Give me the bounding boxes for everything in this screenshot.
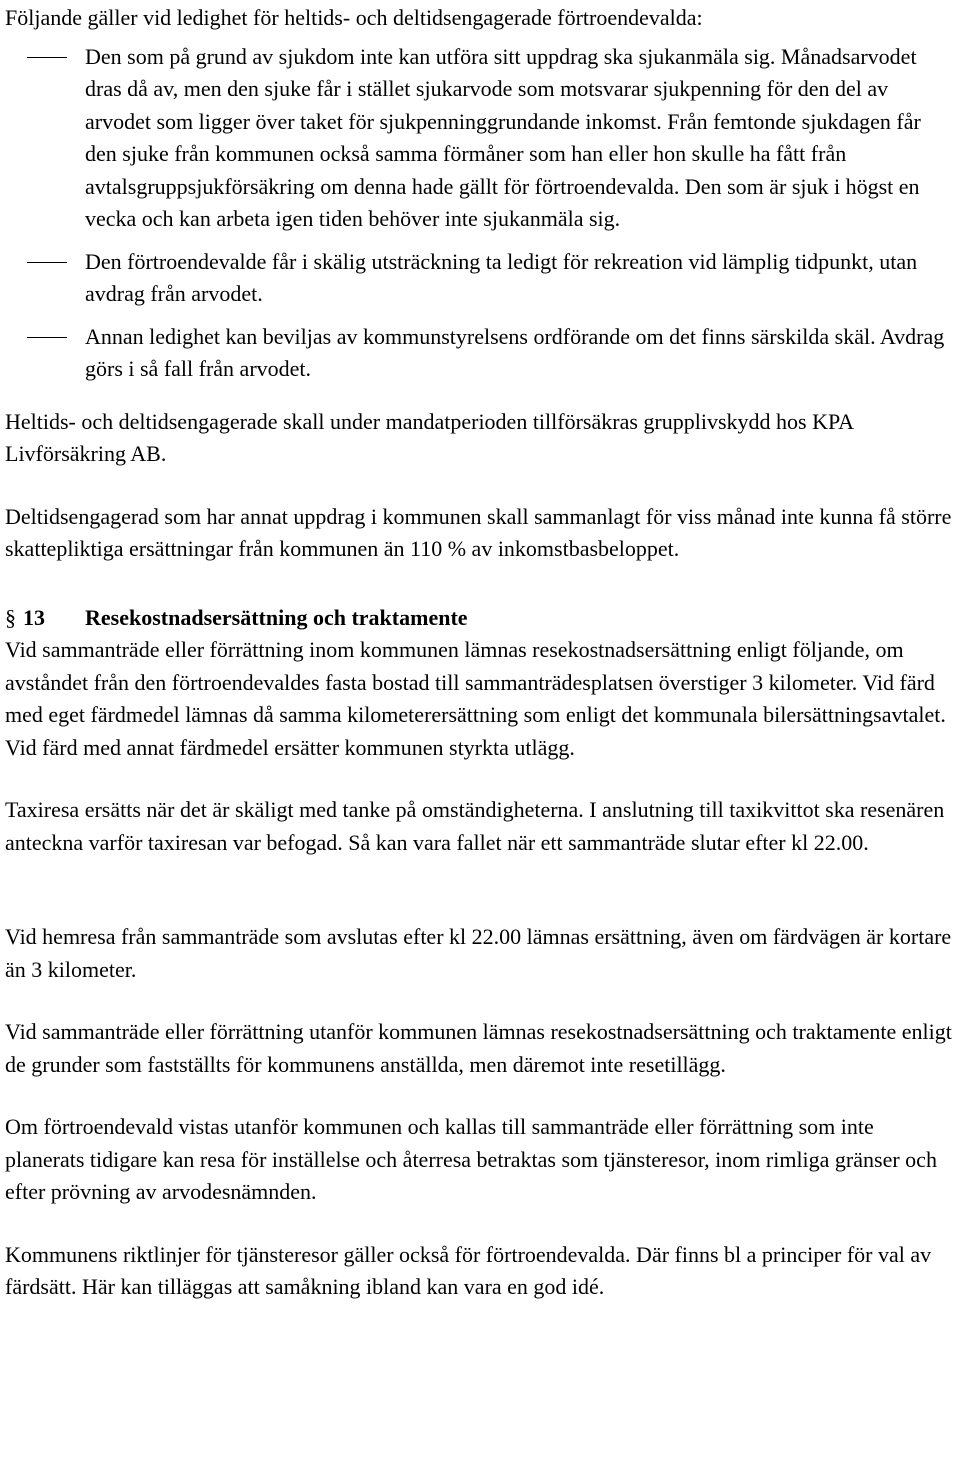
outside-municipality-paragraph: Vid sammanträde eller förrättning utanför kommunen lämnas resekostnadsersättning och traktamente enligt de grunder som fastställts för kommunens anställda, men däremot inte resetillägg. xyxy=(5,1019,952,1077)
list-item-text: Den som på grund av sjukdom inte kan utföra sitt uppdrag ska sjukanmäla sig. Månadsarvodet dras då av, men den sjuke får i stället sjukarvode som motsvarar sjukpenning för den del av arvodet som ligger över taket för sjukpenninggrundande inkomst. Från femtonde sjukdagen får den sjuke från kommunen också samma förmåner som han eller hon skulle ha fått från avtalsgruppsjukförsäkring om denna hade gällt för förtroendevalda. Den som är sjuk i högst en vecka och kan arbeta igen tiden behöver inte sjukanmäla sig. xyxy=(85,43,921,231)
part-time-paragraph: Deltidsengagerad som har annat uppdrag i kommunen skall sammanlagt för viss månad inte kunna få större skattepliktiga ersättningar från kommunen än 110 % av inkomstbasbeloppet. xyxy=(5,503,952,561)
document-page xyxy=(5,0,957,1304)
list-item-text: Annan ledighet kan beviljas av kommunstyrelsens ordförande om det finns särskilda skäl. Avdrag görs i så fall från arvodet. xyxy=(85,323,945,381)
section-heading xyxy=(5,602,957,635)
dash-bullet-icon xyxy=(27,262,67,264)
guidelines-paragraph: Kommunens riktlinjer för tjänsteresor gäller också för förtroendevalda. Där finns bl a principer för val av färdsätt. Här kan tilläggas att samåkning ibland kan vara en god idé. xyxy=(5,1241,932,1299)
dash-bullet-icon xyxy=(27,337,67,339)
taxi-paragraph: Taxiresa ersätts när det är skäligt med tanke på omständigheterna. I anslutning till taxikvittot ska resenären anteckna varför taxiresan var befogad. Så kan vara fallet när ett sammanträde slutar efter kl 22.00. xyxy=(5,797,945,855)
list-item xyxy=(5,321,957,386)
leave-rules-list xyxy=(5,41,957,386)
unplanned-travel-paragraph: Om förtroendevald vistas utanför kommunen och kallas till sammanträde eller förrättning som inte planerats tidigare kan resa för inställelse och återresa betraktas som tjänsteresor, inom rimliga gränser och efter prövning av arvodesnämnden. xyxy=(5,1114,937,1204)
dash-bullet-icon xyxy=(27,57,67,59)
section-title: Resekostnadsersättning och traktamente xyxy=(85,604,468,630)
intro-paragraph: Följande gäller vid ledighet för heltids- och deltidsengagerade förtroendevalda: xyxy=(5,5,703,30)
section-number: 13 xyxy=(23,604,45,630)
list-item-text: Den förtroendevalde får i skälig utsträckning ta ledigt för rekreation vid lämplig tidpunkt, utan avdrag från arvodet. xyxy=(85,248,918,306)
section-sign: § xyxy=(5,604,16,630)
homebound-paragraph: Vid hemresa från sammanträde som avslutas efter kl 22.00 lämnas ersättning, även om färdvägen är kortare än 3 kilometer. xyxy=(5,924,952,982)
list-item xyxy=(5,41,957,236)
list-item xyxy=(5,246,957,311)
group-life-paragraph: Heltids- och deltidsengagerade skall under mandatperioden tillförsäkras grupplivskydd hos KPA Livförsäkring AB. xyxy=(5,408,853,466)
section-intro-paragraph: Vid sammanträde eller förrättning inom kommunen lämnas resekostnadsersättning enligt följande, om avståndet från den förtroendevaldes fasta bostad till sammanträdesplatsen överstiger 3 kilometer. Vid färd med eget färdmedel lämnas då samma kilometerersättning som enligt det kommunala bilersättningsavtalet. Vid färd med annat färdmedel ersätter kommunen styrkta utlägg. xyxy=(5,637,946,760)
